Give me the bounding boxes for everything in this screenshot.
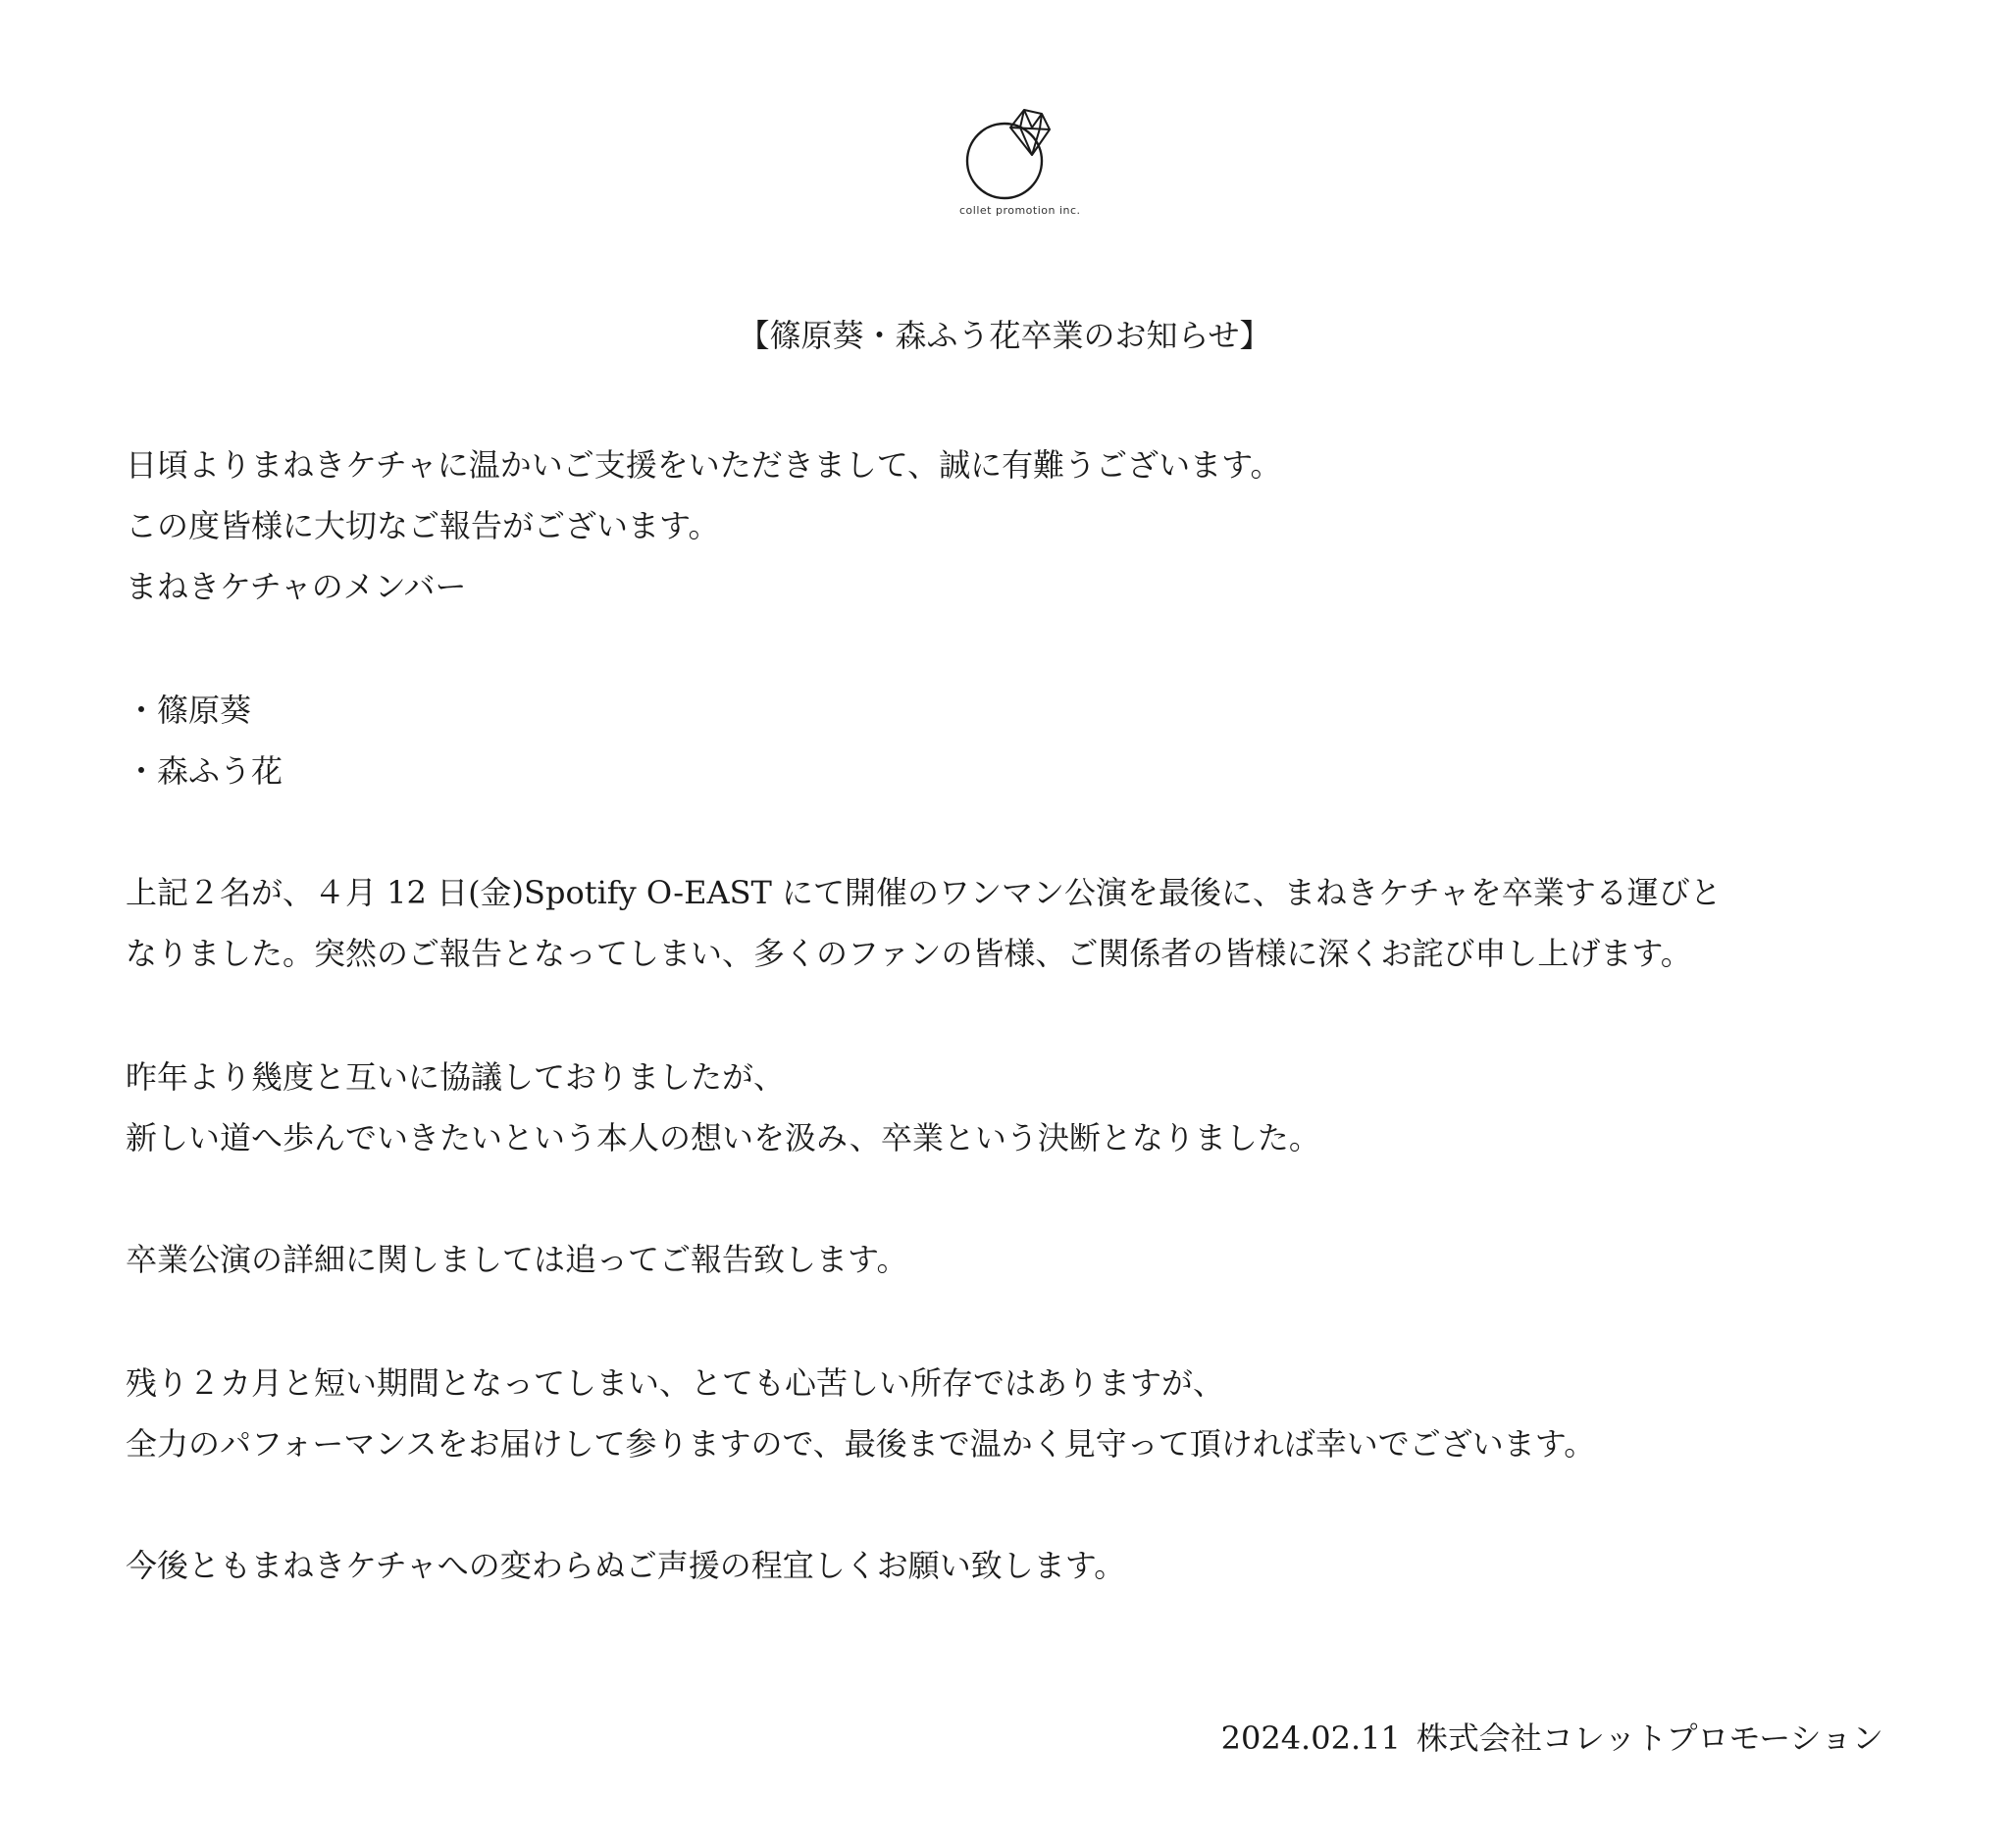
notice-line: 新しい道へ歩んでいきたいという本人の想いを汲み、卒業という決断となりました。: [126, 1119, 1320, 1156]
notice-line: まねきケチャのメンバー: [126, 568, 467, 605]
company-name: 株式会社コレットプロモーション: [1416, 1720, 1883, 1757]
notice-date: 2024.02.11: [1220, 1720, 1401, 1757]
notice-line: 卒業公演の詳細に関しましては追ってご報告致します。: [126, 1241, 908, 1278]
notice-line: なりました。突然のご報告となってしまい、多くのファンの皆様、ご関係者の皆様に深くお詫び申し上げます。: [126, 935, 1692, 972]
notice-line: 日頃よりまねきケチャに温かいご支援をいただきまして、誠に有難うございます。: [126, 446, 1282, 484]
notice-line: 昨年より幾度と互いに協議しておりましたが、: [126, 1058, 786, 1096]
notice-title: 【篠原葵・森ふう花卒業のお知らせ】: [738, 317, 1271, 354]
company-logo: [959, 106, 1081, 222]
logo-caption: collet promotion inc.: [959, 204, 1081, 217]
logo-mark-icon: [959, 106, 1069, 204]
notice-line: この度皆様に大切なご報告がございます。: [126, 507, 720, 544]
notice-line: 全力のパフォーマンスをお届けして参りますので、最後まで温かく見守って頂ければ幸いでございます。: [126, 1425, 1596, 1463]
notice-line: 上記２名が、４月 12 日(金)Spotify O-EAST にて開催のワンマン公演を最後に、まねきケチャを卒業する運びと: [126, 874, 1722, 911]
member-list-item: ・森ふう花: [126, 752, 283, 790]
member-list-item: ・篠原葵: [126, 692, 252, 729]
notice-line: 残り２カ月と短い期間となってしまい、とても心苦しい所存ではありますが、: [126, 1364, 1225, 1402]
notice-line: 今後ともまねきケチャへの変わらぬご声援の程宜しくお願い致します。: [126, 1547, 1126, 1584]
signature: [1221, 1715, 1883, 1762]
